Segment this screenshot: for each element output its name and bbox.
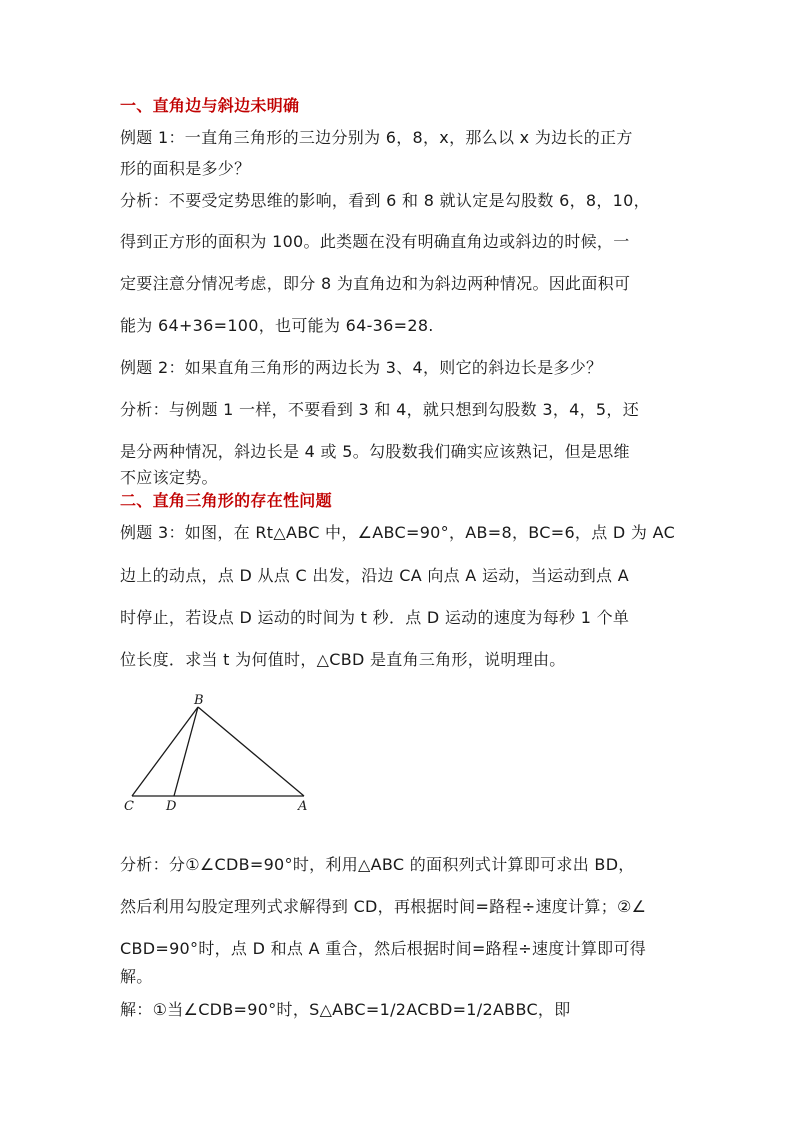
analysis3-line-3: CBD=90°时，点 D 和点 A 重合，然后根据时间=路程÷速度计算即可得 <box>120 939 647 958</box>
example3-line-1: 例题 3：如图，在 Rt△ABC 中，∠ABC=90°，AB=8，BC=6，点 D 为 AC <box>120 523 676 542</box>
example3-line-3: 时停止，若设点 D 运动的时间为 t 秒．点 D 运动的速度为每秒 1 个单 <box>120 608 630 627</box>
example3-line-2: 边上的动点，点 D 从点 C 出发，沿边 CA 向点 A 运动，当运动到点 A <box>120 566 629 585</box>
side-ba <box>198 707 304 796</box>
example2-line: 例题 2：如果直角三角形的两边长为 3、4，则它的斜边长是多少？ <box>120 358 603 377</box>
analysis3-line-2: 然后利用勾股定理列式求解得到 CD，再根据时间=路程÷速度计算；②∠ <box>120 897 647 916</box>
section-heading-1: 一、直角边与斜边未明确 <box>120 96 300 115</box>
analysis2-line-2: 是分两种情况，斜边长是 4 或 5。勾股数我们确实应该熟记，但是思维 <box>120 442 630 461</box>
side-cb <box>132 707 198 796</box>
example1-line-1: 例题 1：一直角三角形的三边分别为 6，8，x，那么以 x 为边长的正方 <box>120 128 633 147</box>
segment-bd <box>174 707 198 796</box>
analysis1-line-4: 能为 64+36=100，也可能为 64-36=28. <box>120 316 434 335</box>
analysis3-line-4: 解。 <box>120 967 153 986</box>
label-d: D <box>166 799 177 814</box>
example3-line-4: 位长度．求当 t 为何值时，△CBD 是直角三角形，说明理由。 <box>120 650 566 669</box>
label-b: B <box>194 693 204 708</box>
analysis3-line-1: 分析：分①∠CDB=90°时，利用△ABC 的面积列式计算即可求出 BD， <box>120 855 635 874</box>
example1-line-2: 形的面积是多少？ <box>120 159 251 178</box>
analysis2-line-1: 分析：与例题 1 一样，不要看到 3 和 4，就只想到勾股数 3，4，5，还 <box>120 400 639 419</box>
triangle-figure <box>118 690 318 820</box>
label-a: A <box>298 799 308 814</box>
analysis1-line-3: 定要注意分情况考虑，即分 8 为直角边和为斜边两种情况。因此面积可 <box>120 274 631 293</box>
analysis2-line-3: 不应该定势。 <box>120 468 218 487</box>
solution-line: 解：①当∠CDB=90°时，S△ABC=1/2ACBD=1/2ABBC，即 <box>120 1000 571 1019</box>
section-heading-2: 二、直角三角形的存在性问题 <box>120 491 332 510</box>
label-c: C <box>124 799 134 814</box>
analysis1-line-2: 得到正方形的面积为 100。此类题在没有明确直角边或斜边的时候，一 <box>120 232 630 251</box>
analysis1-line-1: 分析：不要受定势思维的影响，看到 6 和 8 就认定是勾股数 6，8，10， <box>120 191 650 210</box>
